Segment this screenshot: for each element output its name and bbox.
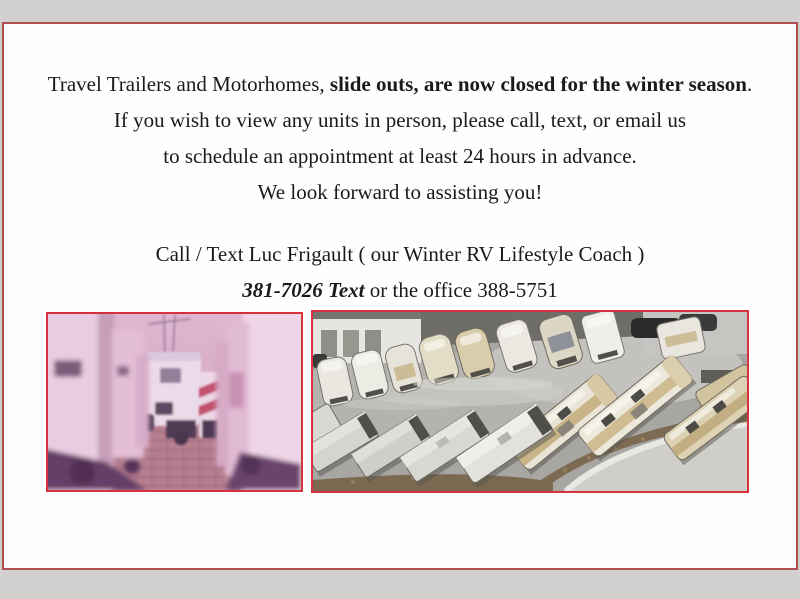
rv-lot-aerial-photo-art	[313, 312, 747, 491]
rv-aisle-photo	[46, 312, 303, 492]
contact-block	[4, 236, 796, 308]
notice-panel	[2, 22, 798, 570]
notice-heading	[4, 66, 796, 102]
heading-bold: slide outs, are now closed for the winter season	[329, 72, 747, 96]
phone-line	[4, 272, 796, 308]
notice-line-4: We look forward to assisting you!	[257, 180, 543, 204]
heading-suffix: .	[746, 72, 753, 96]
notice-text	[4, 24, 796, 308]
phone-office: or the office 388-5751	[364, 278, 558, 302]
rv-aisle-photo-art	[48, 314, 301, 490]
rv-lot-aerial-photo	[311, 310, 749, 493]
contact-line: Call / Text Luc Frigault ( our Winter RV Lifestyle Coach )	[155, 242, 645, 266]
heading-regular: Travel Trailers and Motorhomes,	[47, 72, 330, 96]
notice-line-2: If you wish to view any units in person, please call, text, or email us	[113, 108, 687, 132]
phone-number-text: 381-7026 Text	[242, 278, 365, 302]
notice-line-3: to schedule an appointment at least 24 hours in advance.	[163, 144, 637, 168]
